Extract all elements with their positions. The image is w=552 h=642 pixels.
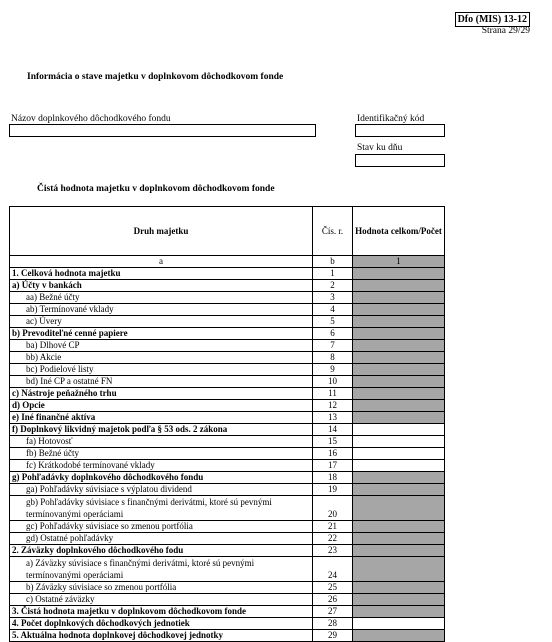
table-row — [10, 400, 445, 412]
row-label: 5. Aktuálna hodnota doplnkovej dôchodkovej jednotky — [10, 630, 313, 642]
row-label: bb) Akcie — [10, 352, 313, 364]
table-row — [10, 606, 445, 618]
fund-name-label: Názov doplnkového dôchodkového fondu — [11, 114, 171, 124]
table-row — [10, 582, 445, 594]
row-label: gc) Pohľadávky súvisiace so zmenou portfólia — [10, 521, 313, 533]
table-title: Čistá hodnota majetku v doplnkovom dôchodkovom fonde — [37, 184, 275, 194]
row-value-cell — [353, 545, 445, 557]
row-label: ga) Pohľadávky súvisiace s výplatou dividend — [10, 484, 313, 496]
row-value-cell — [353, 304, 445, 316]
row-label: ac) Úvery — [10, 316, 313, 328]
row-value-cell — [353, 557, 445, 582]
col-letter-item: a — [10, 256, 313, 268]
header-value: Hodnota celkom/Počet — [353, 207, 445, 256]
row-number: 19 — [313, 484, 353, 496]
row-label: 3. Čistá hodnota majetku v doplnkovom dôchodkovom fonde — [10, 606, 313, 618]
table-row — [10, 521, 445, 533]
table-row — [10, 412, 445, 424]
row-number: 8 — [313, 352, 353, 364]
row-label: 1. Celková hodnota majetku — [10, 268, 313, 280]
row-number: 9 — [313, 364, 353, 376]
table-row — [10, 460, 445, 472]
row-value-cell — [353, 496, 445, 521]
row-number: 2 — [313, 280, 353, 292]
row-number: 24 — [313, 557, 353, 582]
row-number: 16 — [313, 448, 353, 460]
table-row — [10, 328, 445, 340]
row-label: 4. Počet doplnkových dôchodkových jednotiek — [10, 618, 313, 630]
id-code-label: Identifikačný kód — [357, 114, 425, 124]
row-value-cell[interactable] — [353, 618, 445, 630]
row-value-cell — [353, 364, 445, 376]
header-row-number: Čís. r. — [313, 207, 353, 256]
row-number: 4 — [313, 304, 353, 316]
row-number: 13 — [313, 412, 353, 424]
row-value-cell — [353, 412, 445, 424]
row-value-cell[interactable] — [353, 460, 445, 472]
row-value-cell — [353, 472, 445, 484]
table-row — [10, 424, 445, 436]
row-value-cell — [353, 352, 445, 364]
table-row — [10, 448, 445, 460]
row-label: 2. Záväzky doplnkového dôchodkového fodu — [10, 545, 313, 557]
table-row — [10, 472, 445, 484]
row-label: ab) Termínované vklady — [10, 304, 313, 316]
row-number: 7 — [313, 340, 353, 352]
row-number: 3 — [313, 292, 353, 304]
row-value-cell — [353, 594, 445, 606]
table-row — [10, 364, 445, 376]
row-number: 26 — [313, 594, 353, 606]
row-label: b) Záväzky súvisiace so zmenou portfólia — [10, 582, 313, 594]
form-code: Dfo (MIS) 13-12 — [455, 12, 530, 27]
as-of-date-field[interactable] — [355, 154, 445, 167]
col-letter-row: b — [313, 256, 353, 268]
table-row — [10, 545, 445, 557]
column-letters-row — [10, 256, 445, 268]
table-row — [10, 484, 445, 496]
table-row — [10, 280, 445, 292]
row-number: 1 — [313, 268, 353, 280]
table-row — [10, 533, 445, 545]
table-row — [10, 352, 445, 364]
row-value-cell — [353, 630, 445, 642]
table-row — [10, 496, 445, 521]
row-label: fc) Krátkodobé termínované vklady — [10, 460, 313, 472]
table-row — [10, 388, 445, 400]
table-header-row — [10, 207, 445, 256]
row-number: 20 — [313, 496, 353, 521]
table-row — [10, 557, 445, 582]
row-number: 11 — [313, 388, 353, 400]
row-label: bc) Podielové listy — [10, 364, 313, 376]
header-item: Druh majetku — [10, 207, 313, 256]
row-number: 6 — [313, 328, 353, 340]
row-number: 15 — [313, 436, 353, 448]
row-number: 28 — [313, 618, 353, 630]
row-number: 23 — [313, 545, 353, 557]
row-value-cell — [353, 533, 445, 545]
row-label: e) Iné finančné aktíva — [10, 412, 313, 424]
row-label: ba) Dlhové CP — [10, 340, 313, 352]
row-label: a) Záväzky súvisiace s finančnými derivátmi, ktoré sú pevnými termínovanými operáciami — [10, 557, 313, 582]
row-value-cell — [353, 316, 445, 328]
row-label: bd) Iné CP a ostatné FN — [10, 376, 313, 388]
assets-table — [9, 206, 445, 642]
row-value-cell — [353, 328, 445, 340]
row-label: gb) Pohľadávky súvisiace s finančnými derivátmi, ktoré sú pevnými termínovanými operáciami — [10, 496, 313, 521]
row-label: g) Pohľadávky doplnkového dôchodkového fondu — [10, 472, 313, 484]
page-number: Strana 29/29 — [481, 26, 530, 36]
row-value-cell — [353, 340, 445, 352]
row-value-cell — [353, 606, 445, 618]
row-label: c) Ostatné záväzky — [10, 594, 313, 606]
row-value-cell — [353, 521, 445, 533]
table-row — [10, 630, 445, 642]
row-label: c) Nástroje peňažného trhu — [10, 388, 313, 400]
row-number: 17 — [313, 460, 353, 472]
row-number: 21 — [313, 521, 353, 533]
row-value-cell — [353, 280, 445, 292]
row-label: a) Účty v bankách — [10, 280, 313, 292]
row-value-cell[interactable] — [353, 448, 445, 460]
row-label: d) Opcie — [10, 400, 313, 412]
table-row — [10, 316, 445, 328]
id-code-field[interactable] — [355, 124, 445, 137]
row-label: b) Prevoditeľné cenné papiere — [10, 328, 313, 340]
row-value-cell — [353, 268, 445, 280]
row-value-cell — [353, 400, 445, 412]
row-number: 25 — [313, 582, 353, 594]
row-label: f) Doplnkový likvidný majetok podľa § 53 ods. 2 zákona — [10, 424, 313, 436]
row-value-cell[interactable] — [353, 424, 445, 436]
row-value-cell — [353, 484, 445, 496]
row-number: 14 — [313, 424, 353, 436]
row-value-cell — [353, 582, 445, 594]
table-row — [10, 376, 445, 388]
fund-name-field[interactable] — [9, 124, 316, 137]
as-of-date-label: Stav ku dňu — [357, 143, 403, 153]
row-value-cell — [353, 292, 445, 304]
table-row — [10, 618, 445, 630]
page-title: Informácia o stave majetku v doplnkovom dôchodkovom fonde — [27, 72, 284, 82]
row-value-cell — [353, 388, 445, 400]
row-label: fa) Hotovosť — [10, 436, 313, 448]
table-row — [10, 268, 445, 280]
row-number: 12 — [313, 400, 353, 412]
row-number: 29 — [313, 630, 353, 642]
table-row — [10, 304, 445, 316]
row-number: 27 — [313, 606, 353, 618]
row-label: fb) Bežné účty — [10, 448, 313, 460]
row-label: gd) Ostatné pohľadávky — [10, 533, 313, 545]
table-row — [10, 436, 445, 448]
row-number: 18 — [313, 472, 353, 484]
row-value-cell — [353, 376, 445, 388]
row-label: aa) Bežné účty — [10, 292, 313, 304]
row-number: 5 — [313, 316, 353, 328]
row-number: 10 — [313, 376, 353, 388]
table-row — [10, 340, 445, 352]
col-letter-value: 1 — [353, 256, 445, 268]
row-value-cell[interactable] — [353, 436, 445, 448]
table-row — [10, 594, 445, 606]
row-number: 22 — [313, 533, 353, 545]
table-row — [10, 292, 445, 304]
